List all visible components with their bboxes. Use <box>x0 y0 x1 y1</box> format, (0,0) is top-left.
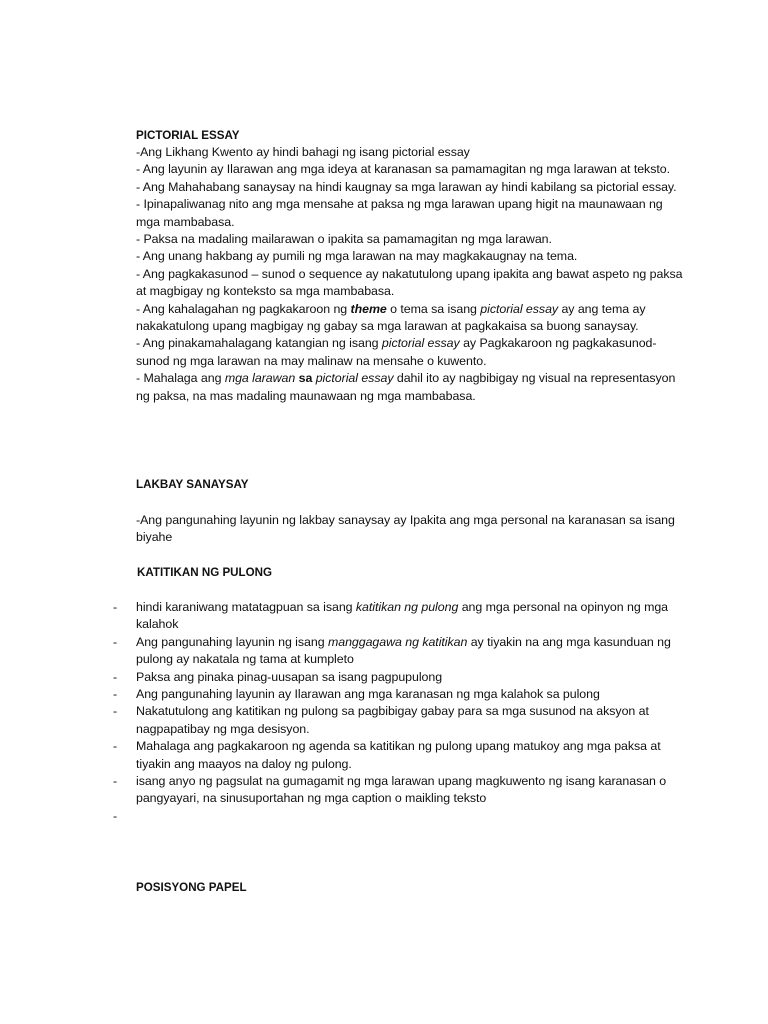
list-item <box>110 773 690 808</box>
list-item <box>110 669 690 686</box>
pictorial-line <box>136 301 684 336</box>
katitikan-heading: KATITIKAN NG PULONG <box>137 566 273 579</box>
dash-bullet: - <box>113 808 118 823</box>
text-run: o tema sa isang <box>386 301 481 316</box>
dash-bullet: - <box>113 634 118 649</box>
dash-bullet: - <box>113 687 118 702</box>
pictorial-line: -Ang Likhang Kwento ay hindi bahagi ng isang pictorial essay <box>136 145 470 159</box>
list-item <box>110 686 690 703</box>
list-item <box>110 634 690 669</box>
italic-term: pictorial essay <box>480 301 559 316</box>
text-run: Ang pangunahing layunin ay Ilarawan ang mga karanasan ng mga kalahok sa pulong <box>136 687 600 702</box>
text-run: isang anyo ng pagsulat na gumagamit ng mga larawan upang magkuwento ng isang karanasan o pangyayari, na sinusuportahan ng mga caption o maikling teksto <box>136 774 667 806</box>
text-run: ang mga personal na opinyon ng mga kalahok <box>136 600 669 632</box>
list-item <box>110 599 690 634</box>
list-item <box>110 703 690 738</box>
dash-bullet: - <box>113 739 118 754</box>
pictorial-line: - Ang layunin ay Ilarawan ang mga ideya at karanasan sa pamamagitan ng mga larawan at teksto. <box>136 162 670 177</box>
lakbay-sanaysay-heading: LAKBAY SANAYSAY <box>136 478 249 491</box>
pictorial-line: - Ipinapaliwanag nito ang mga mensahe at paksa ng mga larawan upang higit na maunawaan ng mga mambabasa. <box>136 197 663 229</box>
pictorial-line <box>136 370 684 405</box>
pictorial-line <box>136 335 684 370</box>
katitikan-list <box>110 599 690 825</box>
list-item <box>110 738 690 773</box>
pictorial-line: - Paksa na madaling mailarawan o ipakita sa pamamagitan ng mga larawan. <box>136 232 552 247</box>
bold-term: sa <box>298 371 313 386</box>
text-run: Ang pangunahing layunin ng isang <box>136 634 328 649</box>
pictorial-line: - Ang Mahahabang sanaysay na hindi kaugnay sa mga larawan ay hindi kabilang sa pictorial essay. <box>136 179 677 194</box>
pictorial-line: - Ang unang hakbang ay pumili ng mga larawan na may magkakaugnay na tema. <box>136 249 578 264</box>
dash-bullet: - <box>113 774 118 789</box>
dash-bullet: - <box>113 600 118 614</box>
text-run: ay tiyakin na ang mga kasunduan ng pulong ay nakatala ng tama at kumpleto <box>136 634 671 667</box>
text-run: - Ang kahalagahan ng pagkakaroon ng <box>136 301 351 316</box>
dash-bullet: - <box>113 669 118 684</box>
text-run: Mahalaga ang pagkakaroon ng agenda sa katitikan ng pulong upang matukoy ang mga paksa at tiyakin ang maayos na daloy ng pulong. <box>136 739 661 771</box>
text-run: - Mahalaga ang <box>136 371 225 386</box>
text-run: - Ang pinakamahalagang katangian ng isang <box>136 336 382 351</box>
text-run: dahil ito ay nagbibigay ng visual na representasyon ng paksa, na mas madaling maunawaan ng mga mambabasa. <box>136 371 676 403</box>
posisyong-papel-heading: POSISYONG PAPEL <box>136 881 247 894</box>
text-run: Nakatutulong ang katitikan ng pulong sa pagbibigay gabay para sa mga susunod na aksyon at nagpapatibay ng mga desisyon. <box>136 704 649 736</box>
pictorial-essay-heading: PICTORIAL ESSAY <box>136 129 240 142</box>
pictorial-line: - Ang pagkakasunod – sunod o sequence ay nakatutulong upang ipakita ang bawat aspeto ng paksa at magbigay ng konteksto sa mga mambabasa. <box>136 266 683 299</box>
text-run: Paksa ang pinaka pinag-uusapan sa isang pagpupulong <box>136 669 443 684</box>
text-run: ay Pagkakaroon ng pagkakasunod-sunod ng mga larawan na may malinaw na mensahe o kuwento. <box>136 336 657 368</box>
italic-term: pictorial essay <box>315 371 394 386</box>
list-item-empty <box>110 808 690 825</box>
dash-bullet: - <box>113 704 118 719</box>
theme-emphasis: theme <box>350 301 387 316</box>
italic-term: katitikan ng pulong <box>355 600 459 614</box>
italic-term: mga larawan <box>224 371 296 386</box>
pictorial-essay-body <box>136 144 684 405</box>
italic-term: manggagawa ng katitikan <box>327 634 468 649</box>
text-run: ay ang tema ay nakakatulong upang magbigay ng gabay sa mga larawan at pagkakaisa sa buong sanaysay. <box>136 301 646 334</box>
text-run: hindi karaniwang matatagpuan sa isang <box>136 600 356 614</box>
italic-term: pictorial essay <box>381 336 460 351</box>
lakbay-sanaysay-text: -Ang pangunahing layunin ng lakbay sanaysay ay Ipakita ang mga personal na karanasan sa isang biyahe <box>136 513 675 545</box>
